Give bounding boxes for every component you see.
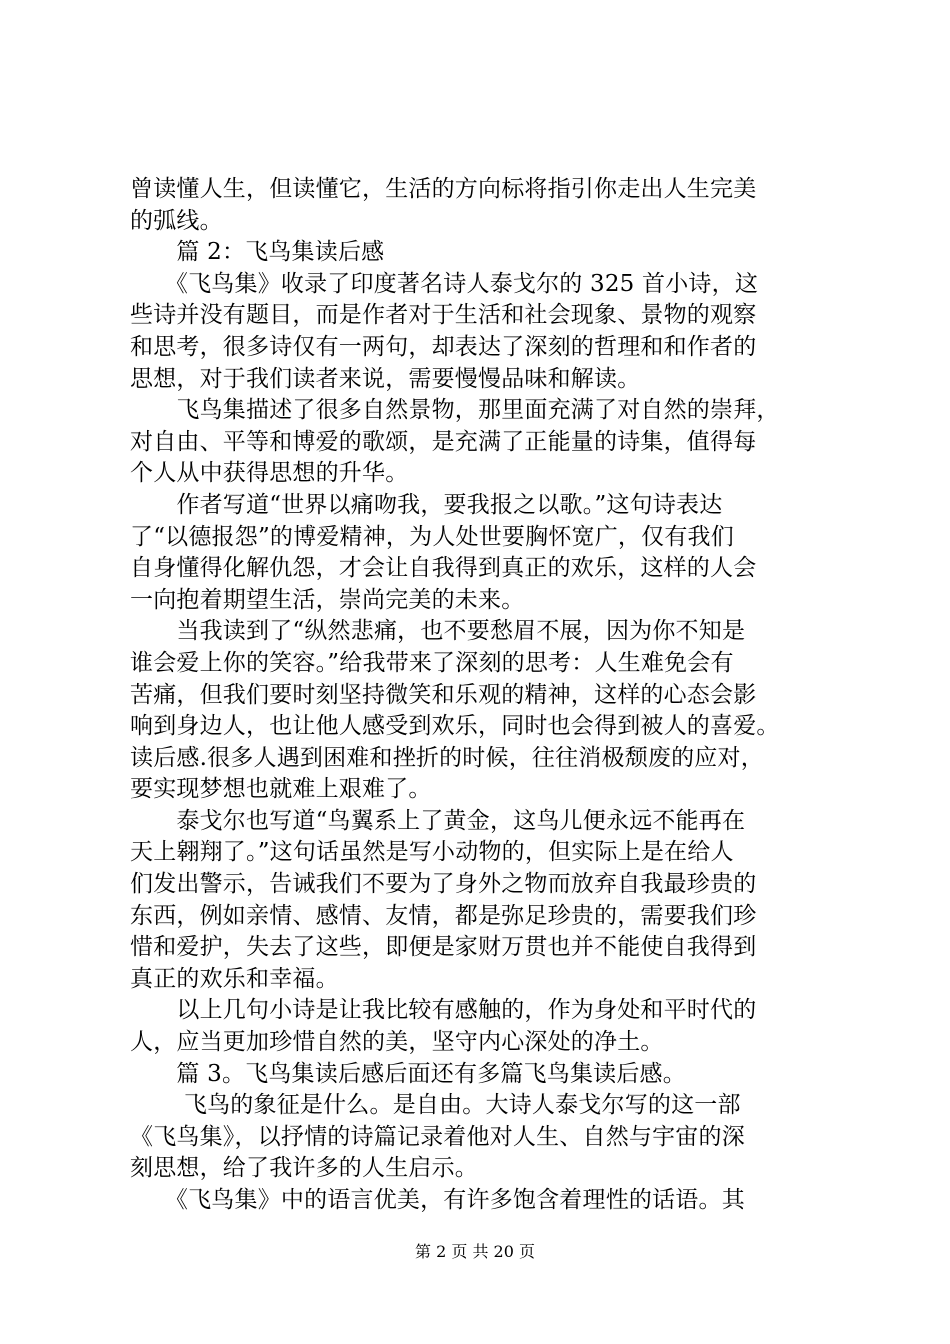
text-line: 要实现梦想也就难上艰难了。 <box>130 776 432 803</box>
text-line: 东西，例如亲情、感情、友情，都是弥足珍贵的，需要我们珍 <box>130 902 757 929</box>
text-line: 响到身边人，也让他人感受到欢乐，同时也会得到被人的喜爱。 <box>130 713 780 740</box>
text-line: 了“以德报怨”的博爱精神，为人处世要胸怀宽广，仅有我们 <box>130 523 734 550</box>
text-line: 惜和爱护，失去了这些，即便是家财万贯也并不能使自我得到 <box>130 934 757 961</box>
text-line: 读后感.很多人遇到困难和挫折的时候，往往消极颓废的应对， <box>130 744 764 771</box>
text-line: 和思考，很多诗仅有一两句，却表达了深刻的哲理和和作者的 <box>130 333 757 360</box>
text-line: 们发出警示，告诫我们不要为了身外之物而放弃自我最珍贵的 <box>130 871 757 898</box>
text-line: 思想，对于我们读者来说，需要慢慢品味和解读。 <box>130 365 641 392</box>
text-line: 作者写道“世界以痛吻我，要我报之以歌。”这句诗表达 <box>130 491 723 518</box>
text-line: 篇 3。飞鸟集读后感后面还有多篇飞鸟集读后感。 <box>130 1060 686 1087</box>
text-line: 些诗并没有题目，而是作者对于生活和社会现象、景物的观察 <box>130 302 757 329</box>
text-line: 真正的欢乐和幸福。 <box>130 965 339 992</box>
text-line: 《飞鸟集》收录了印度著名诗人泰戈尔的 325 首小诗，这 <box>130 270 759 297</box>
text-line: 个人从中获得思想的升华。 <box>130 460 409 487</box>
text-line: 人，应当更加珍惜自然的美，坚守内心深处的净土。 <box>130 1029 664 1056</box>
text-line: 曾读懂人生，但读懂它，生活的方向标将指引你走出人生完美 <box>130 176 757 202</box>
text-line: 《飞鸟集》，以抒情的诗篇记录着他对人生、自然与宇宙的深 <box>130 1123 745 1150</box>
text-line: 泰戈尔也写道“鸟翼系上了黄金，这鸟儿便永远不能再在 <box>130 807 746 834</box>
text-line: 天上翱翔了。”这句话虽然是写小动物的，但实际上是在给人 <box>130 839 734 866</box>
body-text <box>130 174 835 1217</box>
text-line: 以上几句小诗是让我比较有感触的，作为身处和平时代的 <box>130 997 757 1024</box>
text-line: 自身懂得化解仇怨，才会让自我得到真正的欢乐，这样的人会 <box>130 555 757 582</box>
page-footer: 第 2 页 共 20 页 <box>415 1242 535 1261</box>
text-line: 的弧线。 <box>130 207 223 234</box>
text-line: 一向抱着期望生活，崇尚完美的未来。 <box>130 586 525 613</box>
text-line: 飞鸟集描述了很多自然景物，那里面充满了对自然的崇拜， <box>130 397 780 424</box>
text-line: 当我读到了“纵然悲痛，也不要愁眉不展，因为你不知是 <box>130 618 746 645</box>
text-line: 篇 2：飞鸟集读后感 <box>130 239 385 266</box>
text-line: 飞鸟的象征是什么。是自由。大诗人泰戈尔写的这一部 <box>130 1092 741 1119</box>
text-line: 刻思想，给了我许多的人生启示。 <box>130 1155 478 1182</box>
text-line: 谁会爱上你的笑容。”给我带来了深刻的思考：人生难免会有 <box>130 649 734 676</box>
text-line: 《飞鸟集》中的语言优美，有许多饱含着理性的话语。其 <box>130 1187 745 1213</box>
text-line: 苦痛，但我们要时刻坚持微笑和乐观的精神，这样的心态会影 <box>130 681 757 708</box>
text-line: 对自由、平等和博爱的歌颂，是充满了正能量的诗集，值得每 <box>130 428 757 455</box>
